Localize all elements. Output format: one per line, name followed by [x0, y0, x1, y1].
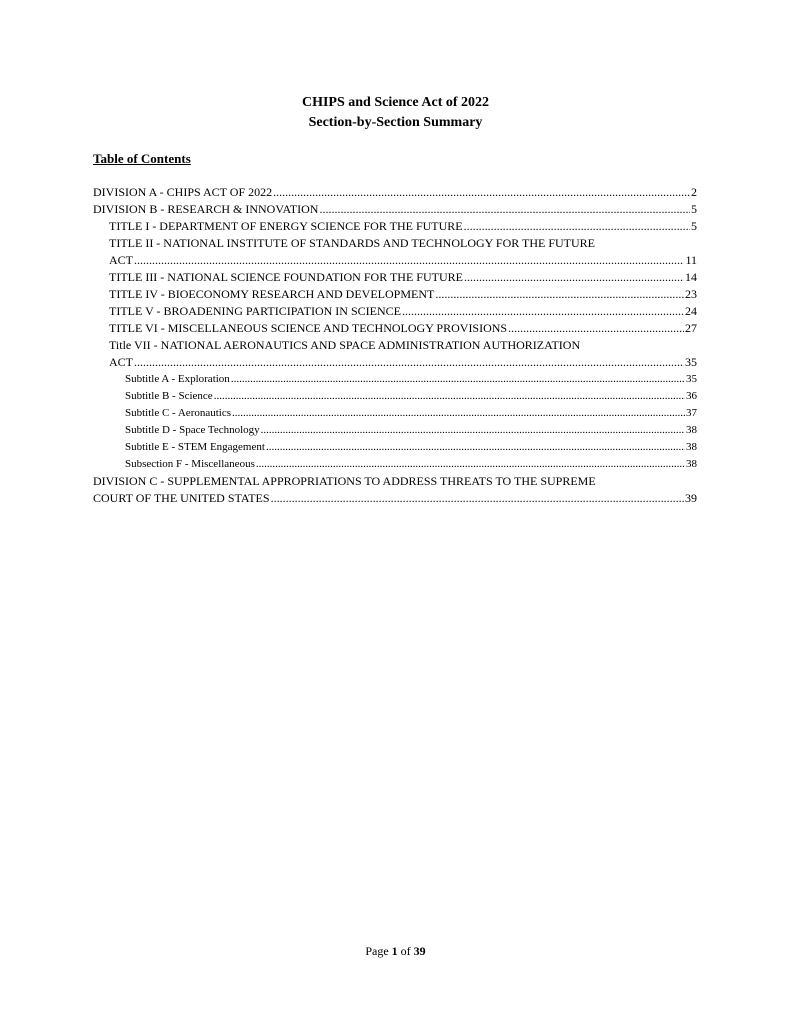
toc-entry-page: 39 — [685, 491, 697, 505]
toc-entry-text: ACT — [109, 253, 133, 267]
toc-entry-title-ii[interactable] — [93, 252, 697, 269]
dot-leader — [261, 422, 685, 439]
toc-entry-division-b[interactable] — [93, 201, 697, 218]
toc-entry-subtitle-c[interactable] — [93, 405, 697, 422]
toc-entry-text: DIVISION A - CHIPS ACT OF 2022 — [93, 185, 273, 199]
toc-entry-page: 38 — [686, 458, 697, 470]
table-of-contents — [93, 184, 697, 507]
dot-leader — [273, 184, 690, 201]
toc-entry-page: 11 — [685, 253, 697, 267]
toc-entry-page: 23 — [685, 287, 697, 301]
toc-entry-text: TITLE I - DEPARTMENT OF ENERGY SCIENCE FOR THE FUTURE — [109, 219, 463, 233]
toc-entry-title-iv[interactable] — [93, 286, 697, 303]
dot-leader — [319, 201, 690, 218]
dot-leader — [464, 218, 690, 235]
toc-entry-page: 2 — [691, 185, 697, 199]
toc-entry-title-ii-line1[interactable]: TITLE II - NATIONAL INSTITUTE OF STANDARDS AND TECHNOLOGY FOR THE FUTURE — [109, 236, 596, 250]
toc-entry-text: COURT OF THE UNITED STATES — [93, 491, 270, 505]
toc-entry-title-vii[interactable] — [93, 354, 697, 371]
toc-entry-text: Subtitle D - Space Technology — [125, 424, 260, 436]
toc-entry-page: 37 — [686, 407, 697, 419]
dot-leader — [271, 490, 684, 507]
toc-entry-text: Subtitle A - Exploration — [125, 373, 230, 385]
toc-entry-text: Subtitle C - Aeronautics — [125, 407, 232, 419]
dot-leader — [134, 252, 684, 269]
dot-leader — [134, 354, 684, 371]
toc-entry-page: 24 — [685, 304, 697, 318]
footer-total-pages: 39 — [413, 944, 426, 958]
toc-entry-text: ACT — [109, 355, 133, 369]
toc-entry-text: Subsection F - Miscellaneous — [125, 458, 255, 470]
toc-entry-page: 5 — [691, 202, 697, 216]
dot-leader — [231, 371, 685, 388]
dot-leader — [214, 388, 685, 405]
toc-entry-page: 36 — [686, 390, 697, 402]
toc-entry-page: 38 — [686, 441, 697, 453]
toc-entry-subtitle-b[interactable] — [93, 388, 697, 405]
dot-leader — [508, 320, 684, 337]
toc-entry-page: 27 — [685, 321, 697, 335]
toc-entry-text: TITLE III - NATIONAL SCIENCE FOUNDATION FOR THE FUTURE — [109, 270, 463, 284]
toc-entry-title-iii[interactable] — [93, 269, 697, 286]
toc-entry-subsection-f[interactable] — [93, 456, 697, 473]
toc-entry-title-vi[interactable] — [93, 320, 697, 337]
toc-entry-division-c-line1[interactable]: DIVISION C - SUPPLEMENTAL APPROPRIATIONS TO ADDRESS THREATS TO THE SUPREME — [93, 474, 596, 488]
toc-entry-page: 14 — [685, 270, 697, 284]
footer-of: of — [400, 944, 411, 958]
toc-entry-text: Subtitle B - Science — [125, 390, 213, 402]
toc-entry-subtitle-a[interactable] — [93, 371, 697, 388]
dot-leader — [435, 286, 684, 303]
toc-entry-subtitle-e[interactable] — [93, 439, 697, 456]
document-title: CHIPS and Science Act of 2022 — [301, 95, 490, 110]
page-footer — [0, 944, 791, 959]
toc-entry-text: Subtitle E - STEM Engagement — [125, 441, 265, 453]
dot-leader — [464, 269, 684, 286]
toc-entry-division-c[interactable] — [93, 490, 697, 507]
toc-entry-page: 35 — [685, 355, 697, 369]
toc-entry-page: 5 — [691, 219, 697, 233]
dot-leader — [232, 405, 685, 422]
toc-entry-text: TITLE V - BROADENING PARTICIPATION IN SCIENCE — [109, 304, 401, 318]
dot-leader — [402, 303, 684, 320]
toc-entry-title-vii-line1[interactable]: Title VII - NATIONAL AERONAUTICS AND SPACE ADMINISTRATION AUTHORIZATION — [109, 338, 581, 352]
toc-entry-page: 38 — [686, 424, 697, 436]
footer-current-page: 1 — [391, 944, 398, 958]
toc-entry-title-i[interactable] — [93, 218, 697, 235]
toc-entry-title-v[interactable] — [93, 303, 697, 320]
toc-entry-text: DIVISION B - RESEARCH & INNOVATION — [93, 202, 319, 216]
dot-leader — [256, 456, 685, 473]
footer-page-prefix: Page — [365, 944, 389, 958]
toc-entry-subtitle-d[interactable] — [93, 422, 697, 439]
document-subtitle: Section-by-Section Summary — [308, 115, 483, 130]
toc-entry-division-a[interactable] — [93, 184, 697, 201]
dot-leader — [266, 439, 685, 456]
toc-entry-text: TITLE VI - MISCELLANEOUS SCIENCE AND TECHNOLOGY PROVISIONS — [109, 321, 508, 335]
toc-heading: Table of Contents — [93, 151, 191, 166]
toc-entry-page: 35 — [686, 373, 697, 385]
toc-entry-text: TITLE IV - BIOECONOMY RESEARCH AND DEVELOPMENT — [109, 287, 435, 301]
